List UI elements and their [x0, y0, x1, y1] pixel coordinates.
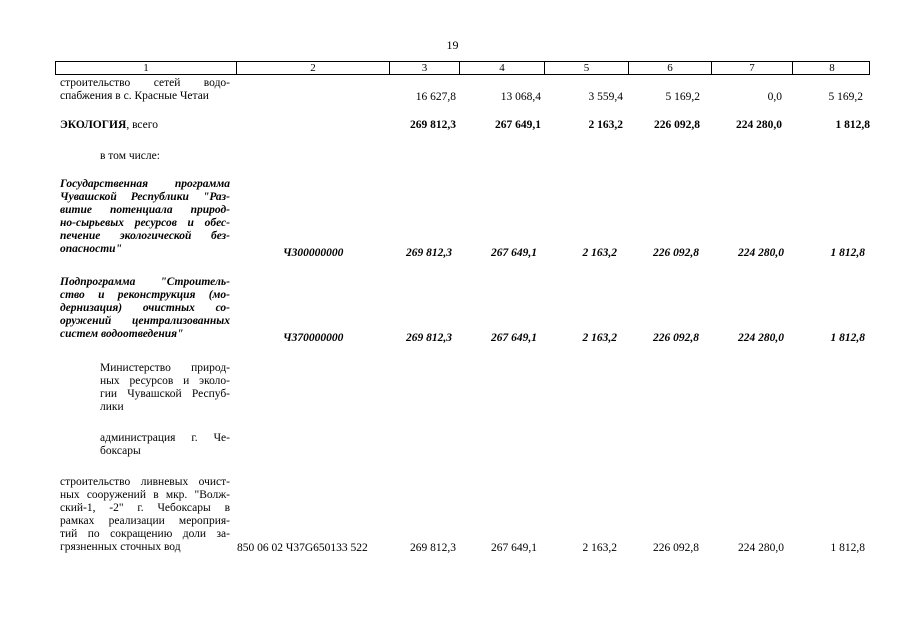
- value-col6: 226 092,8: [653, 542, 699, 554]
- page-number: 19: [446, 38, 459, 52]
- value-col3: 269 812,3: [406, 332, 452, 344]
- value-col7: 224 280,0: [738, 332, 784, 344]
- column-header-row: [55, 61, 870, 75]
- value-col4: 267 649,1: [491, 332, 537, 344]
- value-col5: 2 163,2: [582, 332, 617, 344]
- row-description: в том числе:: [100, 150, 160, 162]
- value-col8: 1 812,8: [835, 119, 870, 131]
- value-col5: 2 163,2: [588, 119, 623, 131]
- row-description: Подпрограмма "Строитель- ство и реконструкция (мо- дернизация) очистных со- оружений централизованных систем водоотведения": [60, 276, 230, 340]
- value-col8: 1 812,8: [830, 247, 865, 259]
- column-header-5: 5: [545, 62, 629, 74]
- value-col3: 269 812,3: [406, 247, 452, 259]
- value-col3: 269 812,3: [410, 542, 456, 554]
- value-col6: 226 092,8: [654, 119, 700, 131]
- value-col7: 224 280,0: [738, 542, 784, 554]
- value-col7: 224 280,0: [738, 247, 784, 259]
- budget-code: Ч370000000: [283, 332, 344, 344]
- budget-code: Ч300000000: [283, 247, 344, 259]
- row-description: Государственная программа Чувашской Республики "Раз- витие потенциала природ- но-сырьевых ресурсов и обес- печение экологической без- опасности": [60, 178, 230, 255]
- value-col4: 267 649,1: [491, 542, 537, 554]
- value-col3: 16 627,8: [415, 91, 456, 103]
- value-col6: 5 169,2: [665, 91, 700, 103]
- row-description: Министерство природ- ных ресурсов и эколо- гии Чувашской Респуб- лики: [100, 362, 230, 413]
- column-header-8: 8: [829, 62, 835, 74]
- column-header-7: 7: [712, 62, 793, 74]
- value-col5: 2 163,2: [582, 247, 617, 259]
- value-col3: 269 812,3: [410, 119, 456, 131]
- value-col8: 1 812,8: [830, 332, 865, 344]
- value-col8: 1 812,8: [830, 542, 865, 554]
- value-col5: 2 163,2: [582, 542, 617, 554]
- value-col4: 13 068,4: [500, 91, 541, 103]
- value-col6: 226 092,8: [653, 332, 699, 344]
- row-description: строительство ливневых очист- ных сооружений в мкр. "Волж- ский-1, -2" г. Чебоксары в рамках реализации мероприя- тий по сокращению доли за- грязненных сточных вод: [60, 476, 230, 553]
- value-col8: 5 169,2: [828, 91, 863, 103]
- column-header-6: 6: [629, 62, 712, 74]
- value-col4: 267 649,1: [491, 247, 537, 259]
- row-description: ЭКОЛОГИЯ, всего: [60, 119, 158, 131]
- column-header-1: 1: [56, 62, 237, 74]
- column-header-4: 4: [460, 62, 545, 74]
- value-col7: 224 280,0: [736, 119, 782, 131]
- value-col5: 3 559,4: [588, 91, 623, 103]
- budget-code: 850 06 02 Ч37G650133 522: [237, 542, 368, 554]
- row-description: администрация г. Че- боксары: [100, 432, 230, 457]
- value-col6: 226 092,8: [653, 247, 699, 259]
- row-description: строительство сетей водо- спабжения в с. Красные Четаи: [60, 77, 230, 102]
- column-header-3: 3: [390, 62, 460, 74]
- value-col4: 267 649,1: [495, 119, 541, 131]
- value-col7: 0,0: [767, 91, 782, 103]
- column-header-2: 2: [237, 62, 390, 74]
